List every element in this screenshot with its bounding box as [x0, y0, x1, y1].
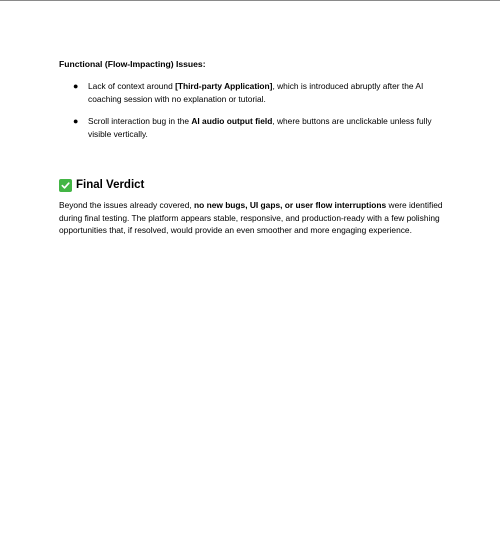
white-check-mark-icon: [59, 179, 72, 192]
verdict-text-post: were identified during final testing. The platform appears stable, responsive, and production-ready with a few polishing opportunities that, if resolved, would provide an even smoother and more engaging experience.: [59, 200, 443, 235]
functional-issues-list: [59, 80, 449, 140]
issue-item-scroll-bug: [59, 115, 449, 140]
bullet-icon: ●: [73, 81, 79, 91]
issue-text-post: , which is introduced abruptly after the AI coaching session with no explanation or tutorial.: [88, 81, 424, 104]
document-page: [59, 58, 449, 245]
verdict-text-pre: Beyond the issues already covered,: [59, 200, 195, 210]
final-verdict-heading: [59, 177, 449, 193]
issue-text-bold: [Third-party Application]: [175, 81, 273, 91]
final-verdict-paragraph: [59, 199, 449, 237]
issue-text-pre: Scroll interaction bug in the: [88, 116, 192, 126]
issue-text-bold: AI audio output field: [191, 116, 273, 126]
issue-item-third-party-context: [59, 80, 449, 105]
verdict-text-bold: no new bugs, UI gaps, or user flow interruptions: [194, 200, 387, 210]
final-verdict-title: Final Verdict: [76, 179, 145, 191]
functional-issues-heading: Functional (Flow-Impacting) Issues:: [59, 59, 206, 69]
issue-text-pre: Lack of context around: [88, 81, 176, 91]
top-divider: [0, 0, 500, 1]
bullet-icon: ●: [73, 116, 79, 126]
issue-text-post: , where buttons are unclickable unless fully visible vertically.: [88, 116, 432, 139]
